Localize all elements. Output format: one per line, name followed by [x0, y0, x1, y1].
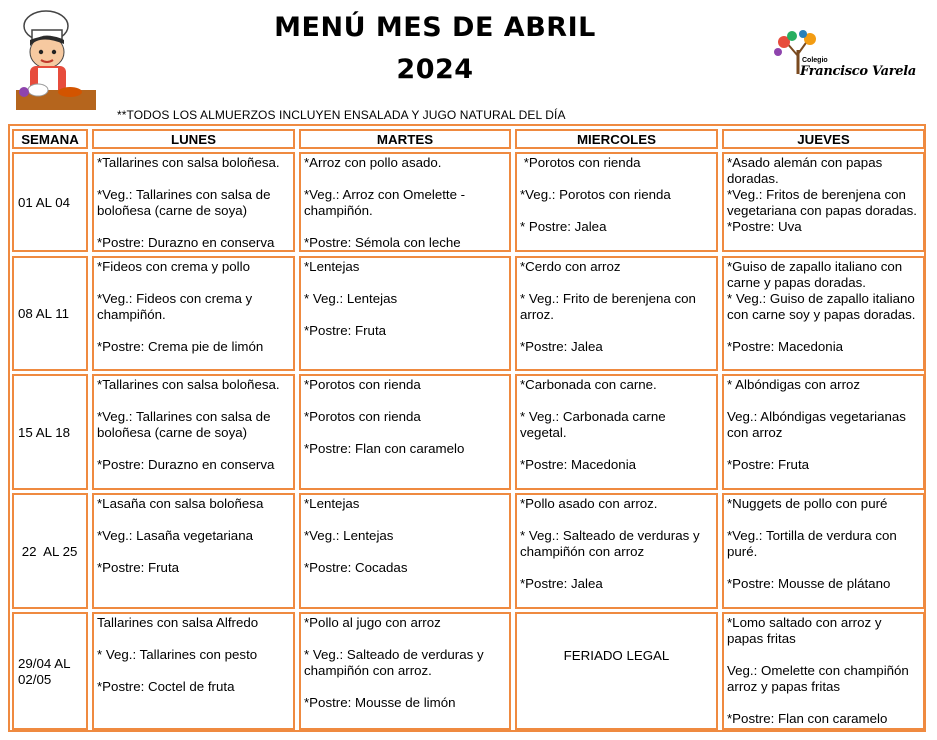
menu-cell-lunes [92, 152, 295, 252]
line-spacer [304, 393, 506, 409]
menu-line: *Postre: Jalea [520, 339, 603, 354]
menu-line: *Pollo asado con arroz. [520, 496, 658, 511]
menu-line: *Veg.: Tallarines con salsa de boloñesa (carne de soya) [97, 409, 275, 440]
school-tree-logo [768, 30, 908, 90]
page-year: 2024 [396, 54, 474, 85]
line-spacer [304, 307, 506, 323]
line-spacer [727, 441, 920, 457]
line-spacer [520, 393, 713, 409]
menu-cell-martes [299, 493, 511, 609]
menu-line: FERIADO LEGAL [563, 648, 670, 663]
menu-line: *Cerdo con arroz [520, 259, 621, 274]
menu-cell-lunes [92, 612, 295, 730]
line-spacer [97, 631, 290, 647]
line-spacer [97, 441, 290, 457]
menu-line: *Postre: Mousse de plátano [727, 576, 891, 591]
week-label-text: 15 AL 18 [18, 424, 71, 440]
menu-line: *Fideos con crema y pollo [97, 259, 250, 274]
menu-cell-martes [299, 256, 511, 371]
menu-line: *Postre: Durazno en conserva [97, 457, 275, 472]
menu-line: Tallarines con salsa Alfredo [97, 615, 259, 630]
line-spacer [727, 647, 920, 663]
menu-cell-jueves [722, 152, 925, 252]
line-spacer [97, 171, 290, 187]
menu-line: *Postre: Uva [727, 219, 802, 234]
menu-line: *Tallarines con salsa boloñesa. [97, 155, 280, 170]
menu-line: *Pollo al jugo con arroz [304, 615, 441, 630]
line-spacer [727, 695, 920, 711]
menu-line: *Guiso de zapallo italiano con carne y papas doradas. [727, 259, 906, 290]
menu-line: *Postre: Flan con caramelo [727, 711, 888, 726]
week-label [12, 612, 88, 730]
menu-line: * Veg.: Frito de berenjena con arroz. [520, 291, 700, 322]
column-header-semana: SEMANA [12, 129, 88, 149]
line-spacer [520, 323, 713, 339]
menu-line: * Veg.: Lentejas [304, 291, 398, 306]
menu-cell-jueves [722, 493, 925, 609]
menu-line: *Porotos con rienda [304, 377, 421, 392]
menu-line: * Veg.: Carbonada carne vegetal. [520, 409, 670, 440]
menu-cell-jueves [722, 374, 925, 490]
menu-line: *Postre: Sémola con leche [304, 235, 461, 250]
column-header-lunes: LUNES [92, 129, 295, 149]
menu-line: *Veg.: Fritos de berenjena con vegetariana con papas doradas. [727, 187, 917, 218]
line-spacer [304, 275, 506, 291]
menu-line: *Postre: Coctel de fruta [97, 679, 235, 694]
menu-line: *Lentejas [304, 496, 360, 511]
column-header-jueves: JUEVES [722, 129, 925, 149]
menu-cell-jueves [722, 256, 925, 371]
menu-cell-martes [299, 612, 511, 730]
chef-icon [10, 6, 100, 114]
line-spacer [520, 512, 713, 528]
menu-line: *Porotos con rienda [304, 409, 421, 424]
menu-line: * Veg.: Salteado de verduras y champiñón con arroz. [304, 647, 488, 678]
menu-line: Veg.: Albóndigas vegetarianas con arroz [727, 409, 910, 440]
line-spacer [97, 512, 290, 528]
menu-line: *Veg.: Arroz con Omelette - champiñón. [304, 187, 469, 218]
line-spacer [520, 275, 713, 291]
line-spacer [304, 544, 506, 560]
menu-line: *Tallarines con salsa boloñesa. [97, 377, 280, 392]
menu-cell-miercoles [515, 374, 718, 490]
line-spacer [97, 663, 290, 679]
week-label-text: 01 AL 04 [18, 194, 71, 210]
menu-line: *Veg.: Porotos con rienda [520, 187, 671, 202]
menu-line: *Postre: Macedonia [727, 339, 844, 354]
line-spacer [727, 393, 920, 409]
week-label [12, 256, 88, 371]
menu-line: *Lomo saltado con arroz y papas fritas [727, 615, 886, 646]
menu-line: *Postre: Jalea [520, 576, 603, 591]
menu-line: *Veg.: Tallarines con salsa de boloñesa (carne de soya) [97, 187, 275, 218]
line-spacer [727, 560, 920, 576]
menu-line: *Lentejas [304, 259, 360, 274]
line-spacer [304, 679, 506, 695]
line-spacer [97, 544, 290, 560]
week-label-text: 22 AL 25 [18, 543, 78, 559]
menu-cell-miercoles [515, 493, 718, 609]
menu-cell-jueves [722, 612, 925, 730]
week-label [12, 374, 88, 490]
menu-line: * Veg.: Salteado de verduras y champiñón con arroz [520, 528, 704, 559]
menu-line: *Asado alemán con papas doradas. [727, 155, 886, 186]
menu-line: * Albóndigas con arroz [727, 377, 861, 392]
menu-cell-lunes [92, 256, 295, 371]
menu-line: *Porotos con rienda [520, 155, 641, 170]
menu-line: * Veg.: Guiso de zapallo italiano con carne soy y papas doradas. [727, 291, 919, 322]
line-spacer [304, 512, 506, 528]
menu-line: *Lasaña con salsa boloñesa [97, 496, 264, 511]
menu-line: * Veg.: Tallarines con pesto [97, 647, 258, 662]
week-label [12, 493, 88, 609]
menu-line: *Veg.: Tortilla de verdura con puré. [727, 528, 901, 559]
school-name: Francisco Varela [800, 64, 917, 79]
line-spacer [520, 560, 713, 576]
school-label-small: Colegio [802, 57, 828, 64]
menu-cell-miercoles [515, 256, 718, 371]
column-header-miercoles: MIERCOLES [515, 129, 718, 149]
menu-line: *Veg.: Lasaña vegetariana [97, 528, 253, 543]
line-spacer [304, 219, 506, 235]
line-spacer [520, 203, 713, 219]
week-label-text: 08 AL 11 [18, 306, 70, 321]
line-spacer [97, 323, 290, 339]
menu-cell-martes [299, 152, 511, 252]
line-spacer [97, 393, 290, 409]
line-spacer [727, 323, 920, 339]
menu-line: *Veg.: Lentejas [304, 528, 394, 543]
line-spacer [97, 275, 290, 291]
menu-line: *Veg.: Fideos con crema y champiñón. [97, 291, 256, 322]
lunch-note: **TODOS LOS ALMUERZOS INCLUYEN ENSALADA Y JUGO NATURAL DEL DÍA [117, 108, 566, 122]
menu-line: *Postre: Crema pie de limón [97, 339, 264, 354]
menu-cell-martes [299, 374, 511, 490]
menu-line: *Postre: Fruta [97, 560, 180, 575]
menu-line: *Arroz con pollo asado. [304, 155, 442, 170]
page-title: MENÚ MES DE ABRIL [274, 12, 596, 43]
week-label [12, 152, 88, 252]
menu-line: * Postre: Jalea [520, 219, 607, 234]
menu-line: *Postre: Fruta [304, 323, 387, 338]
menu-line: *Postre: Flan con caramelo [304, 441, 465, 456]
menu-cell-lunes [92, 493, 295, 609]
menu-cell-miercoles [515, 152, 718, 252]
line-spacer [520, 441, 713, 457]
week-label-text: 29/04 AL 02/05 [18, 655, 74, 687]
column-header-martes: MARTES [299, 129, 511, 149]
line-spacer [304, 631, 506, 647]
menu-line: Veg.: Omelette con champiñón arroz y papas fritas [727, 663, 913, 694]
line-spacer [727, 512, 920, 528]
line-spacer [304, 425, 506, 441]
menu-line: *Postre: Durazno en conserva [97, 235, 275, 250]
menu-line: *Postre: Cocadas [304, 560, 408, 575]
menu-cell-miercoles [515, 612, 718, 730]
line-spacer [97, 219, 290, 235]
line-spacer [520, 171, 713, 187]
menu-line: *Carbonada con carne. [520, 377, 657, 392]
menu-cell-lunes [92, 374, 295, 490]
menu-line: *Postre: Macedonia [520, 457, 637, 472]
menu-line: *Postre: Fruta [727, 457, 810, 472]
menu-line: *Postre: Mousse de limón [304, 695, 456, 710]
line-spacer [304, 171, 506, 187]
menu-line: *Nuggets de pollo con puré [727, 496, 888, 511]
